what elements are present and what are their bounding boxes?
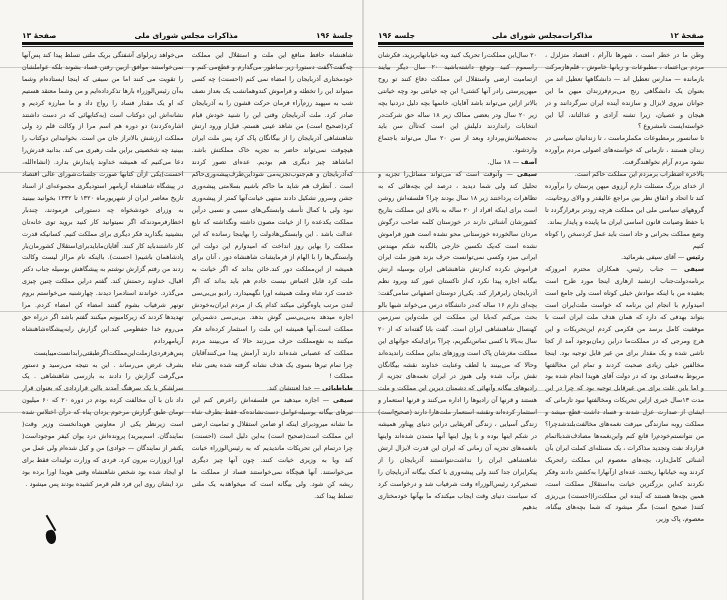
speech-text: — آقای سیفی بفرمائید.: [621, 253, 685, 262]
speech-text: — جناب رئیس، همکاران محترم امروزکه برنامه‌دولت‌جناب ارتشبد ازهاری اینجا مورد طرح است بعقیده من با اینکه موادش خیلی کوتاه است ولی جامع است امیدوارم با انجام این برنامه که خواست ملت‌ایران است بتواند بهدفی که دارد که همان هدف ملت ایران است با موفقیت کامل برسد من فکرمی کردم این‌تحریکات و این هرج ومرجی که در مملکت‌ما دراین زمان‌بوجود آمد از کجا ناشی شده و یک مقدار برای من غیر قابل توجیه بود. اینجا مخالفین خیلی زیادی صحبت کردند و تمام این مخالفتها مربوط به‌فسادی بود که در دولت آقای هویدا انجام شده بود و اما باین علت برای من غیرقابل توجیه بود که چرا در این مدت ۱۳سال خبری ازاین تحریکات ومخالفتها نبود تازمانی که ایشان از صدارت عزل شدند و فساد داشت قطع میشد و مملکت روبه سازندگی میرفت نغمه‌های مخالفت‌بلندشد‌چرا؟‌من نتوانستم‌خودم‌را قانع کنم واین‌نغمه‌ها مصادف‌شد‌با‌اتمام قرارداد نفت وتجدید مذاکرات ، یک مسئله‌ای کملت ایران بآن آشنائی کامل‌دارد، بچه‌های معصوم این مملکت راتحریک کردند وبه خیابانها ریختند، عده‌ای ازآنهارا به‌کشتن دادند وفکر نکردند که‌این بزرگترین خیانت به‌استقلال مملکت است، همین بچه‌ها هستند که آینده این مملکت‌را(احسنت) بی‌ریزی کنند( صحیح است) مگر میشود که شما بچه‌های بیگناه، معصوم، پاک وزیر،: [545, 265, 704, 524]
speaker-name: سیفی: [333, 396, 353, 405]
speech-text: — اجازه میدهید من فلسفه‌اش راعرض کنم این تیرهای بیگانه بوسیله‌عوامل دست‌نشانده‌که فقط بطرف شاه ما نشانه میرودبرای اینکه او ضامن استقلال و تمامیت ارضی این مملکت است(صحیح است) به‌این دلیل است (احسنت) چرا درتمام این تحریکات ماندیدیم که به رئیس‌الوزراء خیانت کند ویا به وزیری خیانت کنند. چون آنها چیز دیگری می‌خواستند. آنها هیچگاه نمی‌خواستند فساد از مملکت ما ریشه کن شود. ولی بیگانه است که میخواهدبه یک ملتی تسلط پیدا کند.: [191, 396, 353, 500]
paragraph: وضع مملکت بحرانی و حاد است باید عمل کردسخن را کوتاه کنیم: [545, 229, 704, 250]
page-number: صفحهٔ ۱۲: [669, 31, 704, 40]
interjection: [545, 264, 704, 526]
right-page: [363, 0, 726, 600]
scan-artifact-line: [0, 390, 727, 391]
paragraph: ۲۰ سال‌این مملکت‌را تحریک کنید وبه خیابانهابریزید، فکرشان راسموم کنید وتوقع داشته‌باشید ۲۰ سال دیگر بیایند ازتمامیت ارضی واستقلال این مملکت دفاع کنند تو روح میهن‌پرستی رادر آنها کشتی! این چه خیانتی بود وچه خیانتی بالاتر ازاین می‌تواند باشد آقایان، خانمها بچه دلیل دردنیا بچه زیر ۲۰ سال ودر بعضی ممالک زیر ۱۸ ساله حق شرکت‌در انتخابات رانداردند دلیلش این است که‌تاآن سن باید به‌تحصیلاتش‌بپردازد وبعد از سن ۲۰ سال می‌تواند باجتماع واردشود.: [378, 51, 537, 155]
speech-text: — وآنوقت است که می‌تواند مسائل‌را تجزیه و تحلیل کند ولی شما دیدید ، درصد این بچه‌هائی که به تظاهرات پرداختند زیر ۱۸ سال بودند چرا؟ فلسفه‌اش روشن است برای اینکه افراد از ۲۰ ساله به بالای این مملکت بتاریخ کشورشان آشنائی دارند در خوزستان کلمه صاحب درگوش مردان سالخورده خوزستانی محو نشده است هنوز فراموش نشده است که‌یک تکسین خارجی بالگدبه شکم مهندس ایرانی میزد وکسی نمی‌توانست حرف بزند هنوز ملت ایران فراموش نکرده که‌ارتش شاهنشاهی ایران بوسیله ارتش بیگانه اجازه پیدا نکرد که‌از تاکستان عبور کند وبرود نظم آذربایجان رابرقرار کند. یکی‌از دوستان اصفهانی سامی‌گفت: بچه‌ای دارم ۱۶ ساله که‌در دانشگاه درس می‌خواند شبها بالو بحث می‌کنم که‌بابا این مملکت این ملت‌واین سرزمین کهنسال شاهنشاهی ایران است. گفت بابا گفته‌اند که از ۲۰ سال به‌بالا با کسی تماس‌نگیریم، چرا؟ برای‌اینکه جوانهای این مملکت مغزشان پاک است وروزهای بداین مملکت راندیده‌اند وحالا که می‌بینند با لطف وعنایت خداوند نقشه بیگانگان نقش برآب شده ولی هنوز در ایران نغمه‌های تجزیه از رادیوهای بیگانه وآنهائی که دشمنان دیرین این مملکت و ملت هستند و قرنها آن رادیوها را اداره می‌کنند و قرنها استعمار و استثمار کرده‌اند ونقشه استعمار ملت‌هارا دارند (صحیح‌است) زندگی آسیایی ، زندگی آفریقایی دراین دنیای پهناور همیشه در شکم اینها بوده و با پول اینها آنها متمدن شده‌اند واینها بانغمه‌های تجزیه آن زمانی که ایران این قدرت لایزال ارتش شاهنشاهی ایران را نداشت‌نتوانستند آذربایجان را از پیکرایران جدا کنند ولی پیشه‌وری با کمک بیگانه آذربایجان را تسخیرکرد رئیس‌الوزراء وقت شرفیاب شد و درخواست کرد که سیاست دنیای وقت ایجاب میکندکه ما بهآنها خودمختاری بدهیم: [378, 170, 537, 512]
scan-artifact-line: [0, 412, 727, 413]
paragraph: می‌خواهد زیرلوای آشفتگی بریک ملتی تسلط پیدا کند پس‌آنها نمی‌خواستند موافق ازبین رفتن فساد بشوند بلکه عواملشان را تقویت می کنند اما من سیفی که اینجا ایستاده‌ام وشما به‌آن رئیس‌الوزراء بارها تذکرداده‌ایم و من وشما معتقد هستیم که او یک مقدار فساد را رواج داد و ما مبارزه کردیم و نشانه‌اش این دوکتاب است (به‌کتابهائی که در دست داشتند اشاره‌کردند) دو دوره هم اسم مرا از وکالت قلم زد ولی مملکت ارزشش بالاتراز جان من است. بخوانیداین دوکتاب را ببینید چه شخصیتی براین ملت رهبری می کند. بدانید قدرش‌را دعا می‌کنیم که همیشه خداوند پایدارش بدارد. (انشاءالله، احسنت)یکی ازآن کتابها صورت جلسات‌شورای عالی اقتصاد در پیشگاه شاهنشاه آریامهر استودیگری مجموعه‌ای از اسناد تاریخ معاصر ایران از شهریورماه ۱۳۲۰ تا ۱۳۳۲ بخوانید ببینید به وزرای خودشخواه چه دستوراتی فرمودند، چندبار اخطارفرمودندکه اگر نمیتوانید کار کنید بروید توی خانه‌تان بنشینید بگذارید فکر دیگری برای مملکت کنیم. کسانیکه قدرت کار داشتند‌باید کار کنند. آقایان‌ما‌باید‌برای‌استقلال کشورمان‌بار پادشاهمان باشیم( احسنت). بااینکه نام مرااز لیست وکالت زدند من رفتم گزارش نوشتم به پیشگاهش بوسیله جناب دکتر اقبال، خداوند رحمتش کند. گفتم دراین مملکت چنین چیزی می‌گذرد. خواندند اسنادمرا دیدند. چهارشنبه می‌خواستم بروم تونهر شرفیاب بشوم گفتند امضاء کن امضاء کردم. مرا تهدیدها کردند که زیرکامیونم میکنند گفتم باشد اگر درراه حق می‌روم خدا حفظومی کند.این گزارش رابه‌پیشگاه‌شاهنشاه آریامهردادم پس‌هرفردی‌ازملت‌این‌مملکت‌اگرطبقتی‌را‌بدانست‌میبایست بشرف عرض می‌رساند . این به نتیجه می‌رسید و دستور می‌گرفت گزارش را دادند به بازرسی شاهنشاهی . یک سرلشکر با یک سرهنگ آمدند بااین قراردادی که بعنوان قرار داد نان با آن مخالفت کرده بودم در دوره ۲۰ که ۶۰ میلیون تومان طبق گزارش مرحوم یزدان پناه که درآن اختلاس شده است زیرنظر یکی از معاونین هویدانخست وزیر وقت( نمایندگان. اسم‌ببرید) پرونده‌اش درد یوان کیفر موجوداست( یکنفر از نمایندگان — جوادی) من و کیل شده‌ام ولی عمل من اورا ازوزارت بیرون کرد. فردی که وزارت تولیدات فقط برای او ایجاد شده بود شخص شاهنشاه وقتی هویدا اورا برده بود نزد ایشان روی این فرد قلم قرمز کشیده بودند پس میشود .: [22, 51, 184, 488]
publication-title: مذاکرات‌مجلس شورای ملی: [491, 31, 593, 40]
left-page-columns: [22, 50, 353, 582]
scan-artifact-line: [0, 67, 727, 68]
right-page-columns: [378, 50, 704, 582]
text-column-right: [545, 50, 704, 582]
header-rule-thin: [378, 46, 704, 47]
speech-text: — ۱۸ سال.: [487, 158, 519, 167]
scan-artifact-line: [0, 311, 727, 312]
publication-title: مذاکرات مجلس شورای ملی: [134, 31, 238, 40]
text-column-left: [378, 50, 537, 582]
page-gutter: [362, 0, 364, 600]
interjection: [545, 252, 704, 264]
interjection: [378, 157, 537, 169]
speaker-name: رئیس: [686, 253, 704, 262]
speaker-name: سیفی: [684, 265, 704, 274]
paragraph: از خدای بزرگ مسئلت دارم آرزوی میهن پرستان را برآورده کند تا اتحاد و اتفاق نظر بین مراجع عالیقدر و والای روحانیت، گروههای سیاسی ملی این مملکت هرچه زودتر برقرارگردد تا با حفظ وصیانت قانون اساسی ایران ما پاینده و پایدار بماند.: [545, 181, 704, 226]
scan-artifact-line: [0, 172, 727, 173]
speaker-name: سیفی: [517, 170, 537, 179]
header-rule-thick: [378, 42, 704, 45]
speech-text: — خدا لعنتشان کند.: [266, 384, 321, 393]
header-rule-thick: [22, 42, 353, 45]
speaker-name: طباطبائی: [322, 384, 353, 393]
text-column-right: [192, 50, 354, 582]
session-number: جلسهٔ ۱۹۶: [316, 31, 353, 40]
interjection: [378, 169, 537, 514]
paragraph: شاهنشاه حافظ منافع این ملت و استقلال این مملکت چه‌گفت؟گفت دستورا زیر ساطور می‌گذارم و قطع‌می کنم و خودمختاری آذربایجان را امضاء نمی کنم (احسنت) چه کسی میتواند این را تخطئه و فراموش کندوهمانشب یک بعداز نصف شب به سپهبد رزم‌آراء فرمان حرکت قشون را به آذربایجان صادر کرد. ملت آذربایجان وقتی این را شنید خودش قیام کرد(صحیح است) من شاهد عینی هستم. قبل‌از ورود ارتش شاهنشاهی آذربایجان را از بیگانگان پاک کرد پس ملت ایران هیچوقت نمی‌تواند حاضر به تجزیه خاک مملکتش باشد. اماشاهد چیز دیگری هم بودیم. عده‌ای تصور کردند که‌آذربایجان و هم‌جنوب‌تجزیه‌می شود‌این‌طرف‌پیشه‌وری‌حاکم است . آنطرف هم شاید ما حاکم باشیم بسلامتی پیشه‌وری جشن وسرور تشکیل دادند منتهی خیانت‌آنها کمتر از پیشه‌وری نبود ولی با کمال تأسف وابستگی‌های سببی و نسبی درآین مملکت یکدعده را از خیانت مصون داشته ونگذاشته که تابع عدالت باشد . این وابستگی‌هادولت را بهاینجا رسانده که این مملکت را بهاین روز انداخت که امیدوارم این دولت این وابستگی‌ها را با الهام از فرمایشات شاهنشاه دور ، آنان برای همیشه از این‌مملکت دور کند.خائن بداند که اگر خیانت به ملت کرد قابل اغماض نیست خادم هم باید بداند که اگر خدمت کرد شاه وملت همیشه اورا نگهمیدارد. رادیو بی‌بی‌سی لندن مرتب یاوه‌گوئی میکند کدام یک از مردم ایران‌به‌خودش اجازه میدهد به‌بی‌بی‌سی گوش بدهد. بی‌بی‌سی دشمن‌این مملکت است.آنها همیشه این ملت را استثمار کرده‌اند فکر میکنند به نفع‌مملکت حرف می‌زنند حالا که می‌بینند مردم مملکت که عصبانی شده‌اند دارند آرامش پیدا می‌کنند‌آقایان چرا تمام تیرها بسوی یک هدف نشانه گرفته شده یعنی شاه مملکت !: [191, 51, 353, 381]
header-rule-thin: [22, 46, 353, 47]
right-page-header: [378, 26, 704, 40]
paragraph: وطن ما در خطر است ، شهرها ناآرام ، اقتصاد متزلزل ، مردم بی‌اعتماد ، مطبوعات و زبانها خاموش ، قلم‌ها‌زمرکت بازمانده — مدارس تعطیل اند — دانشگاهها تعطیل اند من بعنوان یک دانشگاهی رنج می‌برم‌فرزندان میهن ما این جوانان نیروی لایزال و سازنده آینده ایران سرگردانند و در هیجان و عصیان، زیرا تشنه آزادی و عدالتاند، آیا این خواسته‌ایست نامشروع ؟: [545, 51, 704, 131]
speaker-name: آصف: [521, 158, 537, 167]
page-number: صفحهٔ ۱۳: [22, 31, 57, 40]
paragraph: بالاخره اضطراب برمردم این مملکت حاکم است.: [574, 170, 704, 179]
left-page: [0, 0, 363, 600]
paragraph: تا سانسور برمطبوعات مکملرماست ، تا زندانیان سیاسی در زندان هستند ، تازمانی که خواسته‌های اصولی مردم برآورده نشود مردم آرام نخواهندگرفت.: [545, 134, 704, 167]
session-number: جلسه ۱۹۶: [378, 31, 415, 40]
left-page-header: [22, 26, 353, 40]
text-column-left: [22, 50, 184, 582]
